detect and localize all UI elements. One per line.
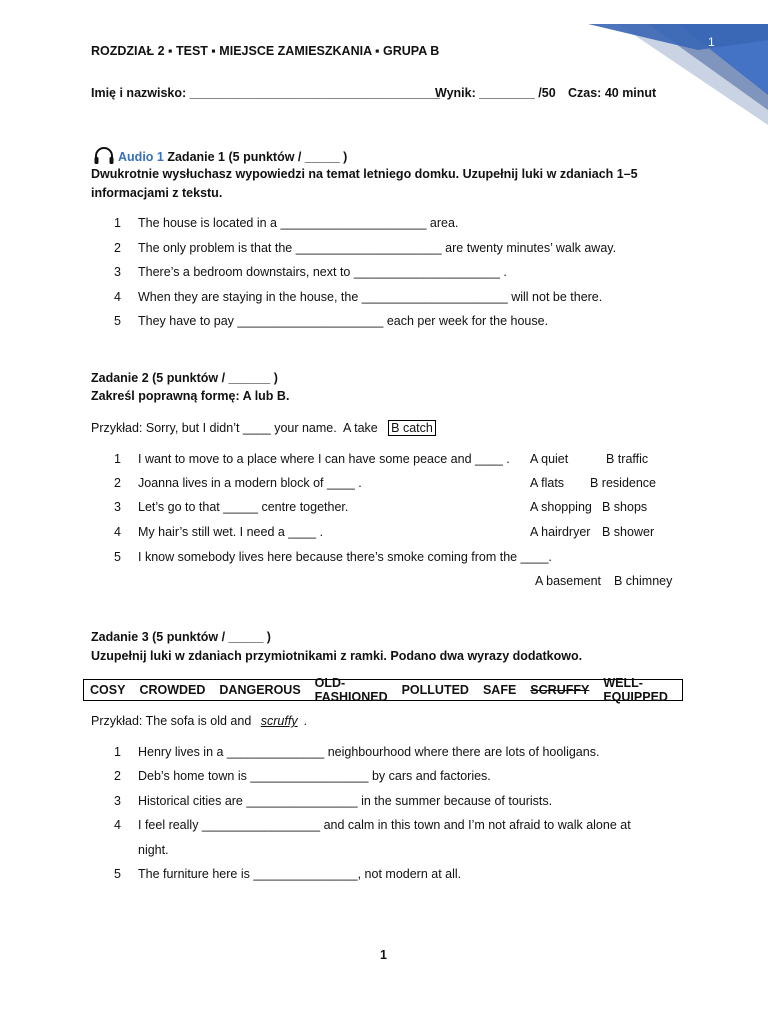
option-a: A flats xyxy=(530,476,565,490)
task3-item-cont: night. xyxy=(138,843,169,857)
item-number: 5 xyxy=(114,867,121,881)
example-text: Przykład: Sorry, but I didn’t ____ your name. xyxy=(91,421,337,435)
word-used: SCRUFFY xyxy=(530,683,590,697)
item-number: 1 xyxy=(114,745,121,759)
task3-item: The furniture here is _______________, not modern at all. xyxy=(138,867,462,881)
item-number: 2 xyxy=(114,476,121,490)
task1-item: The only problem is that the _____________________ are twenty minutes’ walk away. xyxy=(138,241,617,255)
item-number: 2 xyxy=(114,241,121,255)
page-number: 1 xyxy=(380,948,387,962)
word: COSY xyxy=(90,683,126,697)
task1-instruction-cont: informacjami z tekstu. xyxy=(91,186,223,200)
headphones-icon xyxy=(93,147,115,165)
word: POLLUTED xyxy=(401,683,469,697)
item-number: 2 xyxy=(114,769,121,783)
item-number: 5 xyxy=(114,550,121,564)
item-number: 3 xyxy=(114,265,121,279)
word: WELL-EQUIPPED xyxy=(603,676,668,704)
item-number: 1 xyxy=(114,216,121,230)
task1-item: The house is located in a _____________________ area. xyxy=(138,216,459,230)
task3-title: Zadanie 3 (5 punktów / _____ ) xyxy=(91,630,271,644)
score-field: Wynik: ________ /50 xyxy=(435,86,556,100)
task1-title: Zadanie 1 (5 punktów / _____ ) xyxy=(167,150,348,164)
word: OLD-FASHIONED xyxy=(314,676,388,704)
item-number: 3 xyxy=(114,500,121,514)
task1-instruction: Dwukrotnie wysłuchasz wypowiedzi na temat letniego domku. Uzupełnij luki w zdaniach 1–5 xyxy=(91,167,638,181)
option-a: A shopping xyxy=(530,500,592,514)
option-b: B residence xyxy=(590,476,657,490)
example-option-b-circled: B catch xyxy=(388,420,436,436)
option-b: B traffic xyxy=(606,452,649,466)
word-box xyxy=(83,676,683,704)
example-answer: scruffy xyxy=(260,714,298,728)
option-a: A basement xyxy=(535,574,602,588)
task1-item: They have to pay _____________________ each per week for the house. xyxy=(138,314,549,328)
item-number: 3 xyxy=(114,794,121,808)
task2-item: I want to move to a place where I can have some peace and ____ . xyxy=(138,452,510,466)
option-b: B shops xyxy=(602,500,648,514)
name-field: Imię i nazwisko: ____________________________________ xyxy=(91,86,440,100)
task2-item: Let’s go to that _____ centre together. xyxy=(138,500,349,514)
task3-item: Henry lives in a ______________ neighbourhood where there are lots of hooligans. xyxy=(138,745,600,759)
task1-heading xyxy=(93,147,347,165)
option-a: A quiet xyxy=(530,452,569,466)
word: CROWDED xyxy=(139,683,206,697)
task3-item: Deb’s home town is _________________ by cars and factories. xyxy=(138,769,491,783)
option-b: B chimney xyxy=(614,574,673,588)
task2-example xyxy=(91,421,436,435)
task2-item: I know somebody lives here because there’s smoke coming from the ____. xyxy=(138,550,552,564)
example-option-a: A take xyxy=(343,421,378,435)
word: DANGEROUS xyxy=(219,683,301,697)
task1-item: There’s a bedroom downstairs, next to _____________________ . xyxy=(138,265,507,279)
item-number: 4 xyxy=(114,290,121,304)
option-b: B shower xyxy=(602,525,655,539)
audio-label: Audio 1 xyxy=(118,150,164,164)
time-limit: Czas: 40 minut xyxy=(568,86,657,100)
task2-item: My hair’s still wet. I need a ____ . xyxy=(138,525,324,539)
task3-item: I feel really _________________ and calm in this town and I’m not afraid to walk alone at xyxy=(138,818,631,832)
item-number: 4 xyxy=(114,818,121,832)
option-a: A hairdryer xyxy=(530,525,591,539)
task3-instruction: Uzupełnij luki w zdaniach przymiotnikami z ramki. Podano dwa wyrazy dodatkowo. xyxy=(91,649,583,663)
task2-item: Joanna lives in a modern block of ____ . xyxy=(138,476,362,490)
item-number: 1 xyxy=(114,452,121,466)
page-title: ROZDZIAŁ 2 ▪ TEST ▪ MIEJSCE ZAMIESZKANIA ▪ GRUPA B xyxy=(91,44,440,58)
word: SAFE xyxy=(482,683,517,697)
task3-example: Przykład: The sofa is old and scruffy . xyxy=(91,714,308,728)
task2-instruction: Zakreśl poprawną formę: A lub B. xyxy=(91,389,290,403)
item-number: 5 xyxy=(114,314,121,328)
corner-decoration xyxy=(588,0,768,125)
example-text: Przykład: The sofa is old and xyxy=(91,714,252,728)
page-badge: 1 xyxy=(708,35,715,49)
task3-item: Historical cities are ________________ in the summer because of tourists. xyxy=(138,794,553,808)
task2-title: Zadanie 2 (5 punktów / ______ ) xyxy=(91,371,278,385)
item-number: 4 xyxy=(114,525,121,539)
task1-item: When they are staying in the house, the _____________________ will not be there. xyxy=(138,290,603,304)
